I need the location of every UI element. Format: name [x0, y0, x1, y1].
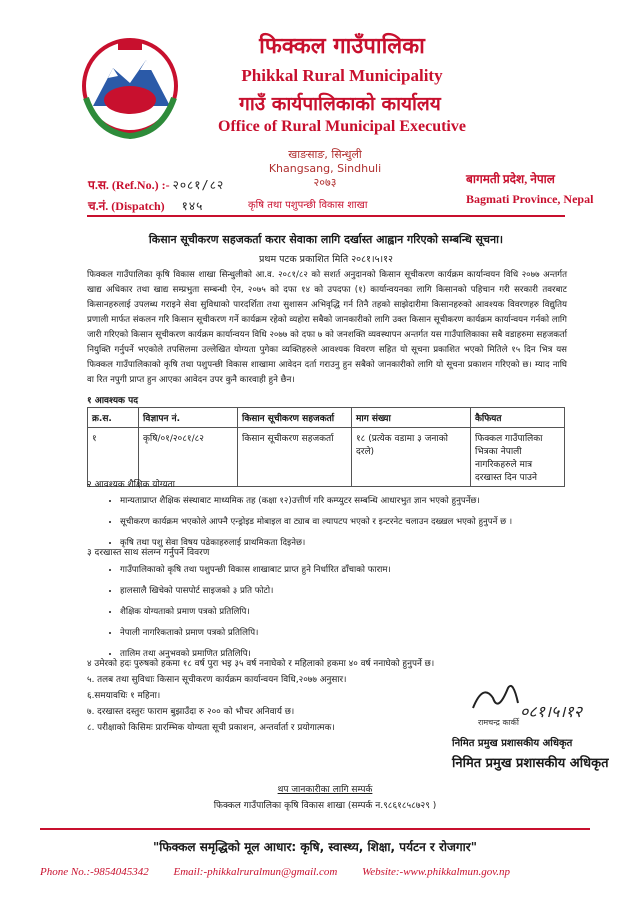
address-en: Khangsang, Sindhuli: [268, 162, 382, 175]
province-en: Bagmati Province, Nepal: [466, 192, 594, 206]
col-post: किसान सूचीकरण सहजकर्ता: [238, 408, 352, 428]
clause-exam: ८. परीक्षाको किसिमः प्रारम्भिक योग्यता सूची प्रकाशन, अन्तर्वार्ता र प्रयोगात्मक।: [87, 723, 335, 733]
notice-subject: किसान सूचीकरण सहजकर्ता करार सेवाका लागि दर्खास्त आह्वान गरिएको सम्बन्धि सूचना।: [148, 233, 504, 246]
list-item: • नेपाली नागरिकताको प्रमाण पत्रको प्रतिलिपि।: [120, 626, 391, 638]
clause-duration: ६.समयावधिः १ महिना।: [87, 691, 161, 701]
ref-value: २०८१/८२: [172, 178, 225, 192]
footer-email[interactable]: Email:-phikkalruralmun@gmail.com: [173, 866, 338, 878]
signature-scribble: [468, 678, 528, 718]
notice-body: फिक्कल गाउँपालिका कृषि विकास शाखा सिन्धुलीको आ.व. २०८१/८२ को सशर्त अनुदानको किसान सूचीकरण कार्यक्रम कार्यान्वयन विधि २०७७ अन्तर्गत खाद्य अधिकार तथा खाद्य सम्प्रभुता सम्बन्धी ऐन, २०७५ को दफा १४ को उपदफा (१) कार्यान्वयनका लागि किसानको पहिचान गरी सरकारी तवरबाट किसानहरुलाई उपलब्ध गराइने सेवा सुविधाको पारदर्शिता तथा सुशासन अभिवृद्धि गर्न तिनै तहको साझेदारीमा किसानहरुको आवश्यक विवरणहरु विद्युतिय प्रणाली मार्फत संकलन गरि किसान सूचीकरण गर्ने कार्यक्रम रहेको व्यहोरा सबैको जानकारीको लागि उक्त किसान सूचीकरण कार्यक्रम कार्यान्वयन गर्नको लागि जारी गरिएको किसान सूचीकरण कार्यक्रम कार्यान्वयन विधि २०७७ को दफा ७ को जनशक्ति व्यवस्थापन अन्तर्गत यस गाउँपालिकाका सबै वडाहरुमा सहजकर्ता नियुक्ति गर्नुपर्ने भएकोले तपसिलमा उल्लेखित योग्यता पुगेका व्यक्तिहरुले आवश्यक विवरण सहित यो सूचना प्रकाशित भएको मितिले १५ दिन भित्र यस फिक्कल गाउँपालिकाको कृषि तथा पशुपन्छी विकास शाखामा आवेदन दर्ता गराउनु हुन सबैको जानकारीको लागि यो सूचना प्रकाशन गरिएको छ। म्याद नाघि वा रित नपुगी प्राप्त हुन आएका आवेदन उपर कुनै कारवाही हुने छैन।: [87, 270, 567, 385]
contact-heading: थप जानकारीका लागि सम्पर्क: [277, 785, 373, 795]
dispatch-label: च.नं. (Dispatch): [88, 199, 165, 213]
footer-website[interactable]: Website:-www.phikkalmun.gov.np: [362, 866, 511, 878]
dispatch-value: १४५: [181, 199, 204, 213]
list-item: • शैक्षिक योग्यताको प्रमाण पत्रको प्रतिलिपि।: [120, 605, 391, 617]
signatory-name: रामचन्द्र कार्की: [478, 718, 519, 727]
signatory-role-stamp: निमित प्रमुख प्रशासकीय अधिकृत: [452, 756, 609, 771]
section-attachments: ३ दरखास्त साथ संलग्न गर्नुपर्ने विवरण: [87, 548, 210, 558]
address-block: [265, 148, 385, 190]
municipality-name-en: Phikkal Rural Municipality: [241, 66, 443, 85]
contact-line: फिक्कल गाउँपालिका कृषि विकास शाखा (सम्पर्क न.९८६१८५८७२९ ): [213, 801, 437, 811]
cell-remarks: फिक्कल गाउँपालिका भित्रका नेपाली नागरिकहरुले मात्र दरखास्त दिन पाउने: [471, 428, 565, 487]
posts-table: [87, 407, 565, 487]
established-year: २०७३: [313, 176, 337, 189]
dispatch-number: [88, 197, 203, 214]
col-demand: माग संख्या: [352, 408, 471, 428]
footer-slogan: "फिक्कल समृद्धिको मूल आधार: कृषि, स्वास्थ्य, शिक्षा, पर्यटन र रोजगार": [153, 840, 477, 854]
footer-contacts: [40, 866, 600, 878]
ref-label: प.स. (Ref.No.) :-: [88, 178, 170, 192]
list-item: • कृषि तथा पशु सेवा विषय पढेकाहरुलाई प्राथमिकता दिइनेछ।: [120, 536, 512, 548]
section-qualification: २ आवश्यक शैक्षिक योग्यता: [87, 480, 175, 490]
reference-number: [88, 176, 224, 193]
header-divider: [87, 215, 565, 217]
signature-date: ०८१।५।१२: [520, 702, 583, 721]
list-item: • गाउँपालिकाको कृषि तथा पशुपन्छी विकास शाखाबाट प्राप्त हुने निर्धारित ढाँचाको फाराम।: [120, 563, 391, 575]
col-serial: क्र.स.: [88, 408, 139, 428]
col-remarks: कैफियत: [471, 408, 565, 428]
attachment-list: [100, 563, 391, 668]
clause-salary: ५. तलब तथा सुविधाः किसान सूचीकरण कार्यक्रम कार्यान्वयन विधि,२०७७ अनुसार।: [87, 675, 347, 685]
table-header-row: [88, 408, 565, 428]
signatory-role: निमित प्रमुख प्रशासकीय अधिकृत: [452, 738, 573, 749]
footer-phone: Phone No.:-9854045342: [40, 866, 149, 878]
list-item: • सूचीकरण कार्यक्रम भएकोले आफ्नै एन्ड्रोइड मोबाइल वा ट्याब वा ल्यापटप भएको र इन्टरनेट चलाउन दख्खल भएको हुनुपर्ने छ ।: [120, 515, 512, 527]
address-np: खाङसाङ, सिन्धुली: [288, 148, 362, 161]
footer-divider: [40, 828, 590, 830]
cell-post: किसान सूचीकरण सहजकर्ता: [238, 428, 352, 487]
list-item: • मान्यताप्राप्त शैक्षिक संस्थाबाट माध्यमिक तह (कक्षा १२)उत्तीर्ण गरि कम्प्युटर सम्बन्धि आधारभुत ज्ञान भएको हुनुपर्नेछ।: [120, 494, 512, 506]
cell-demand: १८ (प्रत्येक वडामा ३ जनाको दरले): [352, 428, 471, 487]
col-advert-no: विज्ञापन नं.: [139, 408, 238, 428]
clause-age-limit: ४ उमेरको हदः पुरुषको हकमा १८ वर्ष पुरा भइ ३५ वर्ष ननाघेको र महिलाको हकमा ४० वर्ष ननाघेको हुनुपर्ने छ।: [87, 659, 435, 669]
cell-advert-no: कृषि/०१/२०८१/८२: [139, 428, 238, 487]
list-item: • हालसालै खिचेको पासपोर्ट साइजको ३ प्रति फोटो।: [120, 584, 391, 596]
publication-date: प्रथम पटक प्रकाशित मिति २०८१।५।१२: [258, 254, 393, 265]
branch-name: कृषि तथा पशुपन्छी विकास शाखा: [248, 200, 368, 211]
section-required-posts: १ आवश्यक पद: [87, 396, 138, 406]
list-item: • तालिम तथा अनुभवको प्रमाणित प्रतिलिपि।: [120, 647, 391, 659]
province-np: बागमती प्रदेश, नेपाल: [466, 172, 555, 186]
cell-serial: १: [88, 428, 139, 487]
office-name-en: Office of Rural Municipal Executive: [218, 118, 466, 135]
clause-fee: ७. दरखास्त दस्तुरः फाराम बुझाउँदा रु २०० को भौचर अनिवार्य छ।: [87, 707, 295, 717]
office-name-np: गाउँ कार्यपालिकाको कार्यालय: [239, 93, 441, 115]
municipality-name-np: फिक्कल गाउँपालिका: [259, 33, 425, 59]
